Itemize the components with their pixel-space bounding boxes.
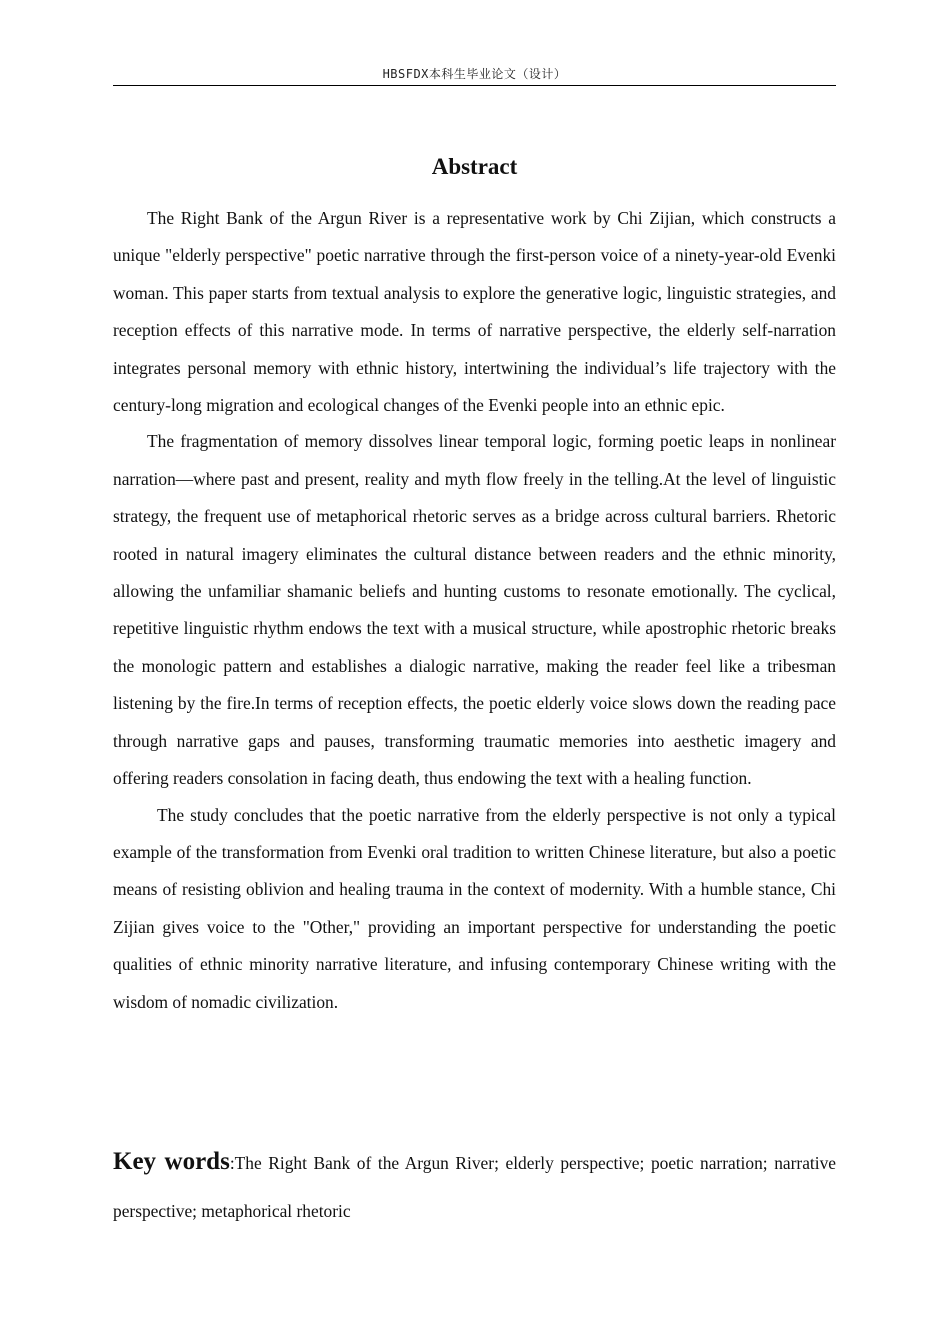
- keywords-separator: :: [229, 1153, 235, 1173]
- keywords-label: Key words: [113, 1148, 230, 1175]
- abstract-body: [113, 200, 836, 1021]
- abstract-paragraph-2: The fragmentation of memory dissolves linear temporal logic, forming poetic leaps in nonlinear narration—where past and present, reality and myth flow freely in the telling.At the level of linguistic strategy, the frequent use of metaphorical rhetoric serves as a bridge across cultural barriers. Rhetoric rooted in natural imagery eliminates the cultural distance between readers and the ethnic minority, allowing the unfamiliar shamanic beliefs and hunting customs to resonate emotionally. The cyclical, repetitive linguistic rhythm endows the text with a musical structure, while apostrophic rhetoric breaks the monologic pattern and establishes a dialogic narrative, making the reader feel like a tribesman listening by the fire.In terms of reception effects, the poetic elderly voice slows down the reading pace through narrative gaps and pauses, transforming traumatic memories into aesthetic imagery and offering readers consolation in facing death, thus endowing the text with a healing function.: [113, 431, 836, 789]
- header-rule: [113, 85, 836, 86]
- keywords-text: The Right Bank of the Argun River; elderly perspective; poetic narration; narrative perspective; metaphorical rhetoric: [113, 1153, 836, 1221]
- running-header: HBSFDX本科生毕业论文（设计）: [382, 67, 567, 81]
- abstract-title: Abstract: [431, 154, 518, 179]
- keywords-block: [113, 1138, 836, 1235]
- abstract-paragraph-1: The Right Bank of the Argun River is a representative work by Chi Zijian, which constructs a unique "elderly perspective" poetic narrative through the first-person voice of a ninety-year-old Evenki woman. This paper starts from textual analysis to explore the generative logic, linguistic strategies, and reception effects of this narrative mode. In terms of narrative perspective, the elderly self-narration integrates personal memory with ethnic history, intertwining the individual’s life trajectory with the century-long migration and ecological changes of the Evenki people into an ethnic epic.: [113, 208, 836, 416]
- abstract-paragraph-3: The study concludes that the poetic narrative from the elderly perspective is not only a typical example of the transformation from Evenki oral tradition to written Chinese literature, but also a poetic means of resisting oblivion and healing trauma in the context of modernity. With a humble stance, Chi Zijian gives voice to the "Other," providing an important perspective for understanding the poetic qualities of ethnic minority narrative literature, and infusing contemporary Chinese writing with the wisdom of nomadic civilization.: [113, 804, 836, 1012]
